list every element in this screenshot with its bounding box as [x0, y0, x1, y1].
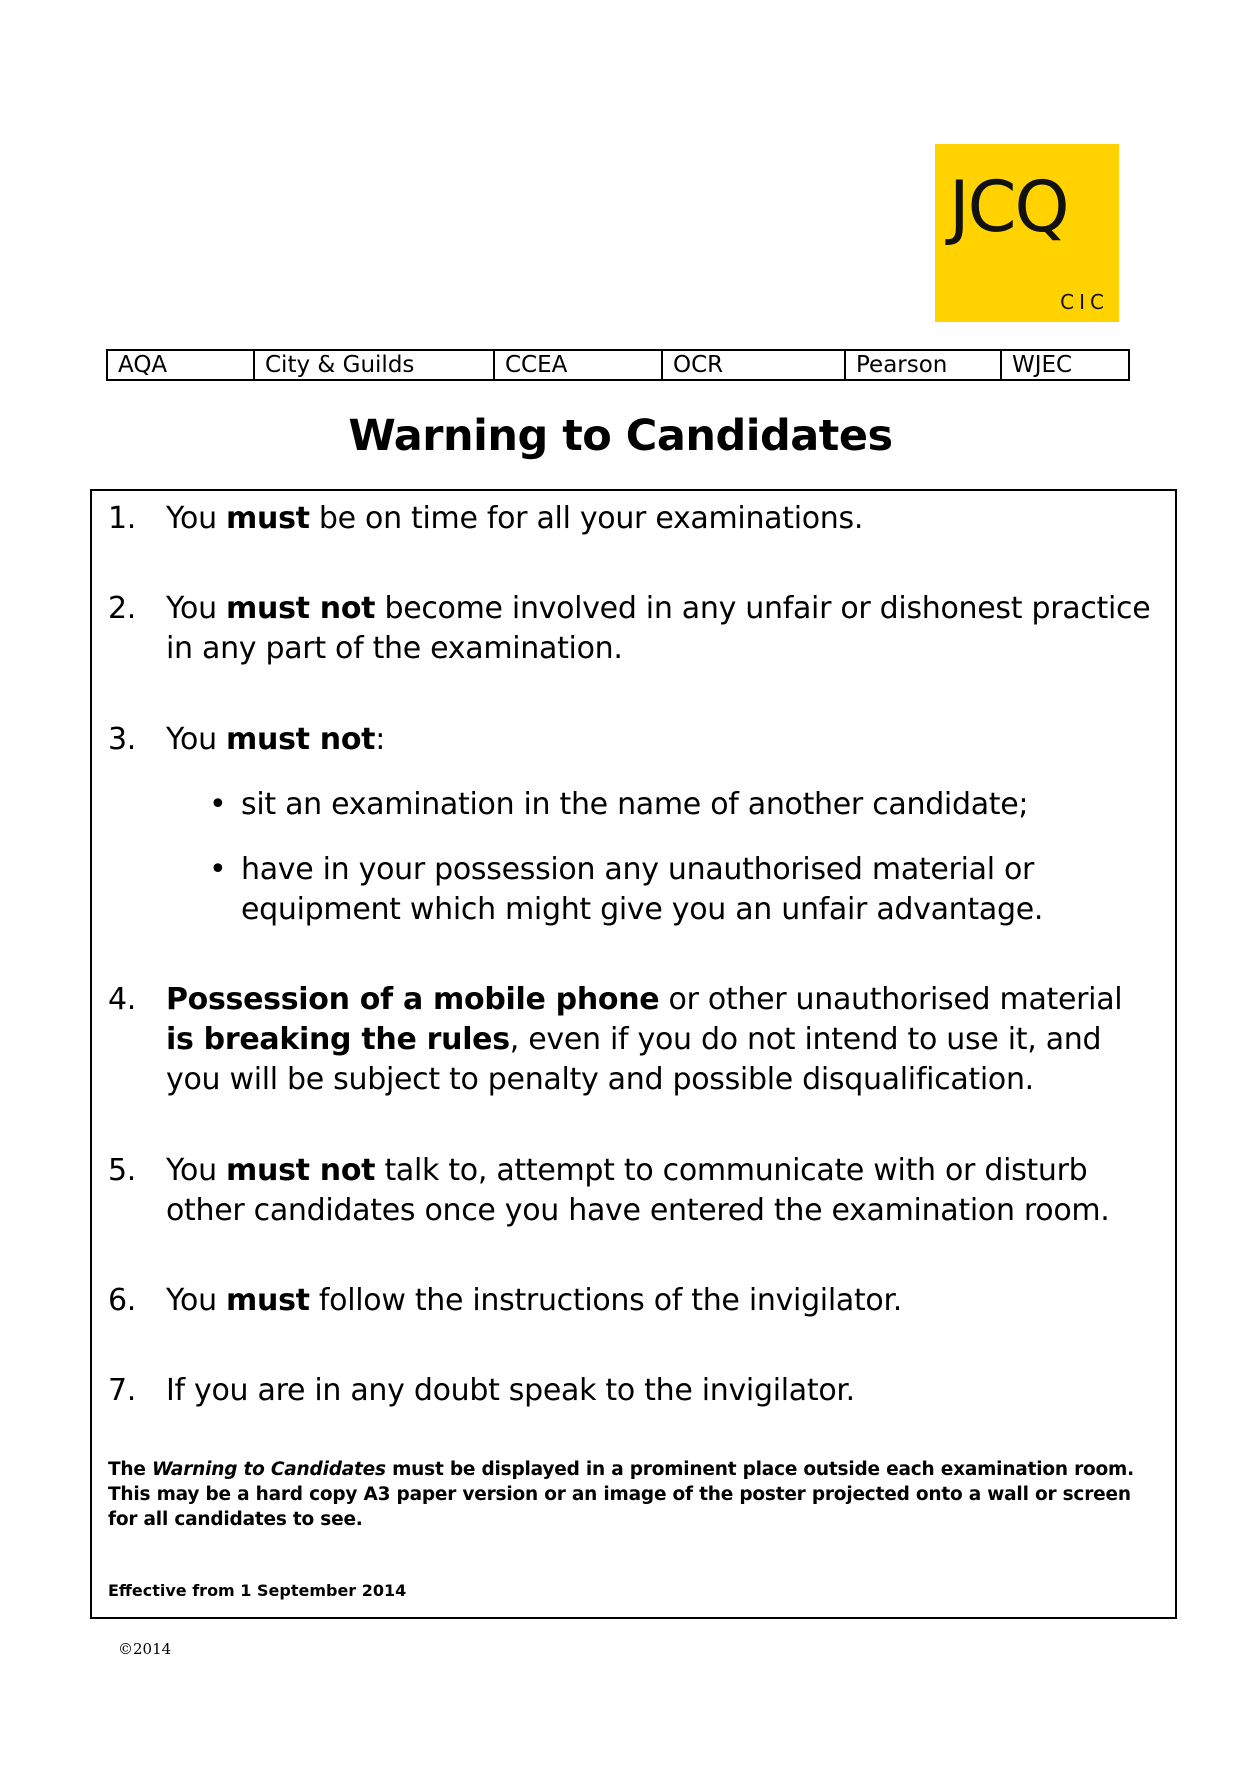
rule-number: 1.	[108, 501, 137, 536]
rule-number: 4.	[108, 982, 137, 1017]
rule-text-part: follow the instructions of the invigilator.	[309, 1283, 902, 1318]
rule-text-bold: Possession of a mobile phone	[166, 982, 660, 1017]
rule-text	[166, 1151, 1158, 1231]
rule-text-part: You	[166, 1283, 227, 1318]
rule-item	[108, 980, 1158, 1100]
rule-number: 7.	[108, 1373, 137, 1408]
rule-text-part: You	[166, 591, 227, 626]
rule-item	[108, 1281, 1158, 1321]
rule-text	[166, 499, 1158, 539]
copyright: ©2014	[118, 1640, 172, 1658]
rule-text-part: You	[166, 1153, 227, 1188]
rule-text-part: You	[166, 722, 227, 757]
awarding-bodies-table	[106, 349, 1130, 381]
rule-text-part: :	[375, 722, 386, 757]
bullet-dot: •	[209, 787, 227, 822]
rule-text-part: If you are in any doubt speak to the invigilator.	[166, 1373, 855, 1408]
rule-number: 3.	[108, 722, 137, 757]
rule-text-bold: must	[226, 1283, 310, 1318]
rules-box	[90, 489, 1177, 1619]
rule-bullet	[209, 850, 1139, 930]
logo-main-text: JCQ	[949, 166, 1068, 248]
board-cell: Pearson	[846, 351, 1002, 379]
board-cell: City & Guilds	[255, 351, 495, 379]
board-cell: AQA	[108, 351, 255, 379]
rule-number: 6.	[108, 1283, 137, 1318]
bullet-text: have in your possession any unauthorised material or equipment which might give you an unfair advantage.	[241, 852, 1044, 927]
rule-item	[108, 1151, 1158, 1231]
rule-text	[166, 589, 1158, 669]
rule-text-part: or other unauthorised material	[659, 982, 1123, 1017]
rule-text-bold: must not	[226, 722, 376, 757]
rule-text-part: , even if you do not intend to use it, and you will be subject to penalty and possible disqualification.	[166, 1022, 1102, 1097]
logo-sub-text: CIC	[1060, 290, 1109, 314]
rule-text-part: talk to, attempt to communicate with or disturb other candidates once you have entered the examination room.	[166, 1153, 1110, 1228]
board-cell: CCEA	[495, 351, 663, 379]
bullet-text: sit an examination in the name of another candidate;	[241, 787, 1029, 822]
rule-text	[166, 980, 1158, 1100]
rule-text-part: You	[166, 501, 227, 536]
note-post: must be displayed in a prominent place outside each examination room. This may be a hard copy A3 paper version or an image of the poster projected onto a wall or screen for all candidates to see.	[108, 1459, 1134, 1530]
rule-item	[108, 1371, 1158, 1411]
jcq-logo	[935, 144, 1119, 322]
rule-number: 2.	[108, 591, 137, 626]
note-pre: The	[108, 1459, 152, 1480]
rule-item	[108, 499, 1158, 539]
rule-bullet	[209, 785, 1139, 825]
rule-text	[166, 1281, 1158, 1321]
rule-text-part: become involved in any unfair or dishonest practice in any part of the examination.	[166, 591, 1151, 666]
rule-item	[108, 589, 1158, 669]
effective-date: Effective from 1 September 2014	[108, 1581, 407, 1600]
bullet-dot: •	[209, 852, 227, 887]
board-cell: OCR	[663, 351, 846, 379]
note-italic: Warning to Candidates	[151, 1459, 386, 1480]
rule-item	[108, 720, 1158, 760]
rule-text-bold: must not	[226, 591, 376, 626]
rule-text	[166, 720, 1158, 760]
board-cell: WJEC	[1012, 352, 1073, 378]
rule-text-bold: must	[226, 501, 310, 536]
rule-number: 5.	[108, 1153, 137, 1188]
rule-text-part: be on time for all your examinations.	[309, 501, 864, 536]
page-title: Warning to Candidates	[348, 411, 893, 461]
rule-text-bold: is breaking the rules	[166, 1022, 510, 1057]
rule-text-bold: must not	[226, 1153, 376, 1188]
rule-text	[166, 1371, 1158, 1411]
display-note	[108, 1457, 1163, 1532]
